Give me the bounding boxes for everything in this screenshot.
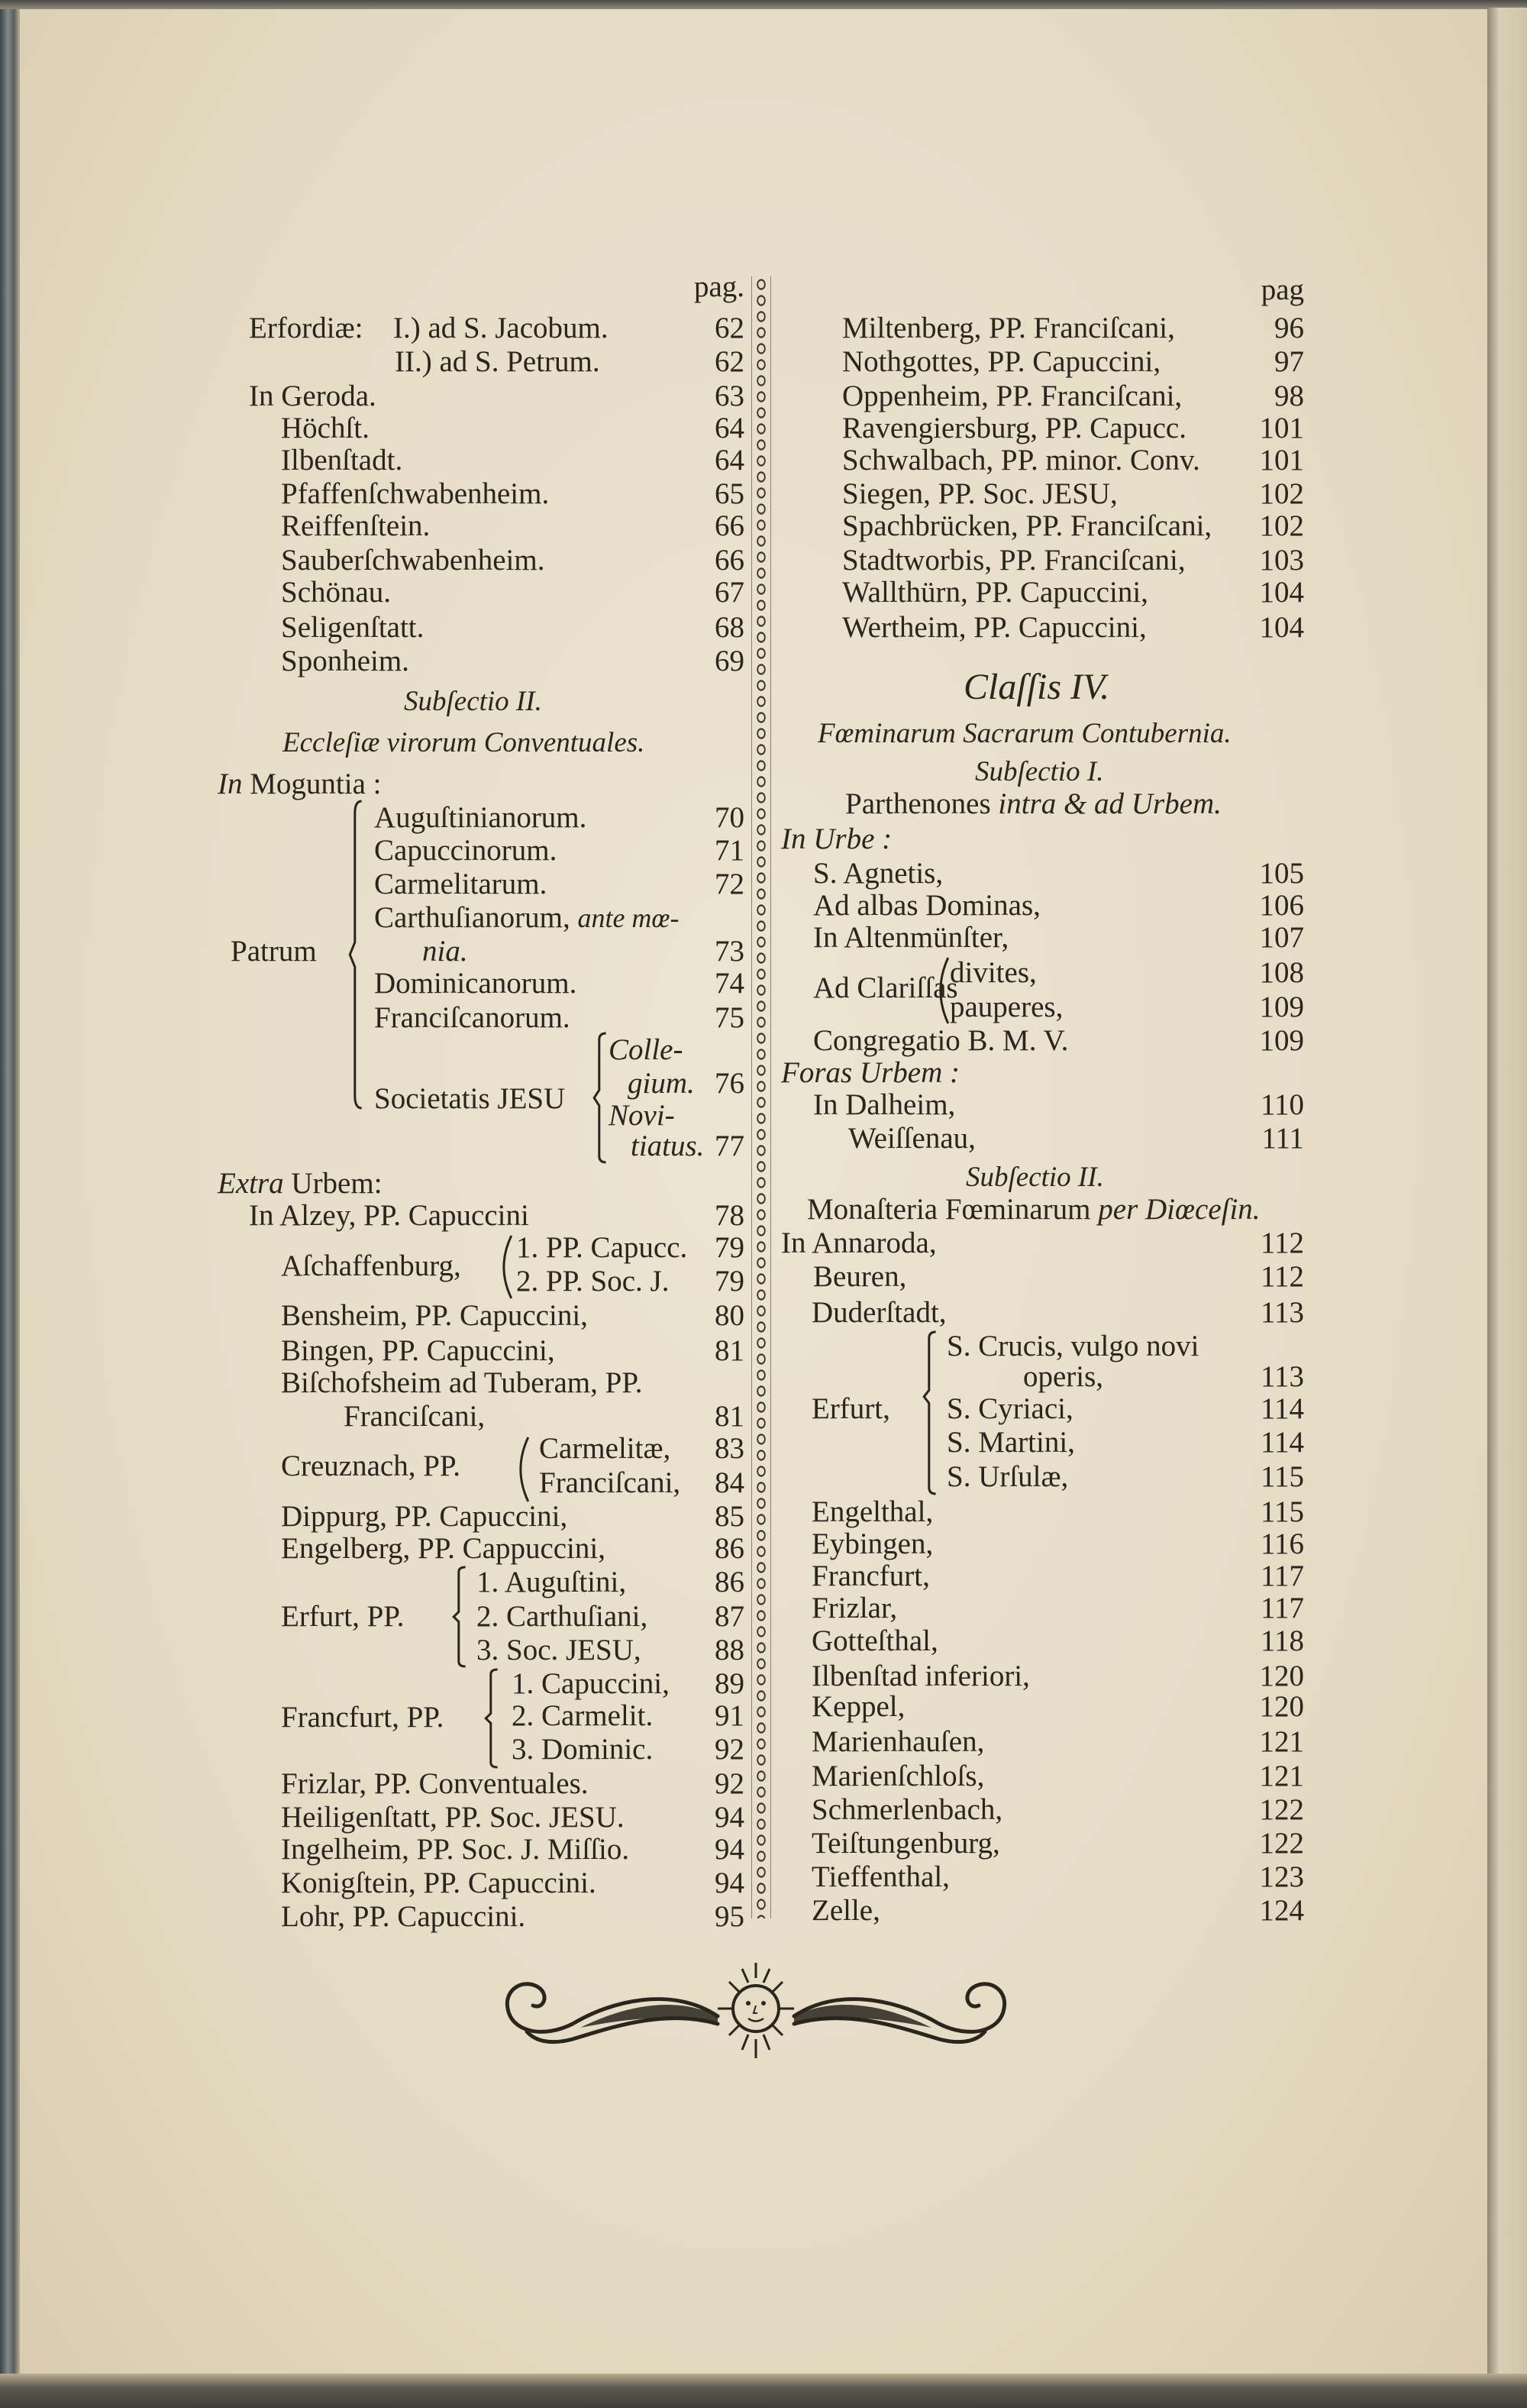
page-number: 105	[1259, 857, 1304, 890]
page-number: 83	[715, 1432, 744, 1465]
entry-text: Konigſtein, PP. Capuccini.	[281, 1867, 596, 1899]
page-bottom-edge	[0, 2374, 1527, 2408]
entry-text: Pfaffenſchwabenheim.	[281, 477, 550, 510]
entry-text: Tieffenthal,	[812, 1860, 950, 1893]
page-number: 101	[1259, 444, 1304, 477]
page-number: 66	[715, 544, 744, 577]
entry-text: In Alzey, PP. Capuccini	[249, 1199, 529, 1232]
entry-text: Reiffenſtein.	[281, 509, 431, 542]
page-number: 121	[1259, 1760, 1304, 1792]
entry-name: Carthuſianorum,	[374, 901, 570, 934]
page-number: 78	[715, 1199, 744, 1232]
entry-text: Biſchofsheim ad Tuberam, PP.	[281, 1366, 643, 1399]
page-number: 95	[715, 1900, 744, 1933]
page-number: 101	[1259, 412, 1304, 444]
entry-text: Franciſcani,	[539, 1466, 681, 1499]
entry-text: 2. Carthuſiani,	[476, 1600, 648, 1633]
entry-text: Franciſcanorum.	[374, 1001, 570, 1034]
entry-text: pauperes,	[950, 991, 1064, 1023]
page-number: 112	[1260, 1227, 1304, 1259]
entry-text: Oppenheim, PP. Franciſcani,	[842, 380, 1183, 412]
page-number: 104	[1259, 576, 1304, 609]
entry-text: Teiſtungenburg,	[812, 1827, 1000, 1860]
page-number: 118	[1260, 1624, 1304, 1657]
entry-text: 2. PP. Soc. J.	[516, 1265, 670, 1298]
entry-label: Erfordiæ:	[249, 312, 363, 344]
group-label: Erfurt,	[812, 1392, 890, 1425]
title-roman: Monaſteria Fœminarum	[807, 1193, 1091, 1226]
page-number: 74	[715, 967, 744, 1000]
entry-text: In Geroda.	[249, 380, 376, 412]
entry-text: Carmelitæ,	[539, 1432, 671, 1465]
entry-text: Heiligenſtatt, PP. Soc. JESU.	[281, 1801, 625, 1834]
page-number: 109	[1259, 1024, 1304, 1057]
page-number: 122	[1259, 1827, 1304, 1860]
group-label: Erfurt, PP.	[281, 1600, 405, 1633]
entry-note-continuation: nia.	[422, 935, 468, 968]
page-number: 67	[715, 576, 744, 609]
page-number: 64	[715, 444, 744, 477]
entry-text: 3. Soc. JESU,	[476, 1634, 641, 1666]
title-roman: Parthenones	[845, 787, 991, 820]
entry-text: Eybingen,	[812, 1527, 934, 1560]
page-number: 79	[715, 1265, 744, 1298]
page-top-edge	[0, 0, 1527, 9]
entry-text: S. Crucis, vulgo novi	[947, 1330, 1199, 1362]
entry-text: S. Agnetis,	[813, 857, 944, 890]
group-label: Patrum	[231, 935, 317, 968]
page-number: 115	[1260, 1460, 1304, 1493]
heading-name: Urbem:	[291, 1167, 383, 1200]
entry-text: Dippurg, PP. Capuccini,	[281, 1500, 568, 1533]
page-number: 113	[1260, 1360, 1304, 1393]
location-heading	[218, 1165, 383, 1202]
page-number: 94	[715, 1801, 744, 1834]
subsection-heading: Subſectio II.	[966, 1162, 1104, 1193]
entry-text: Bensheim, PP. Capuccini,	[281, 1299, 588, 1332]
entry-text: Ilbenſtadt.	[281, 444, 403, 477]
curly-brace	[484, 1669, 501, 1767]
subsection-title	[845, 786, 1222, 823]
entry-text: Auguſtinianorum.	[374, 801, 587, 834]
entry-text: Duderſtadt,	[812, 1296, 947, 1329]
page-number: 108	[1259, 956, 1304, 989]
entry-text: Weiſſenau,	[848, 1122, 976, 1155]
entry-text: Wallthürn, PP. Capuccini,	[842, 576, 1148, 609]
entry-text: 1. Auguſtini,	[476, 1566, 627, 1598]
entry-text: Beuren,	[813, 1260, 907, 1293]
page-number: 103	[1259, 544, 1304, 577]
entry-text: Engelberg, PP. Cappuccini,	[281, 1532, 605, 1565]
page-number: 115	[1260, 1495, 1304, 1528]
page-number: 94	[715, 1867, 744, 1899]
page-number: 123	[1259, 1860, 1304, 1893]
page-number: 68	[715, 611, 744, 644]
entry-text: Bingen, PP. Capuccini,	[281, 1334, 555, 1367]
curly-brace	[348, 801, 365, 1108]
page-number: 66	[715, 509, 744, 542]
class-heading: Claſſis IV.	[964, 667, 1110, 707]
entry-text: In Altenmünſter,	[813, 921, 1009, 954]
class-title: Fœminarum Sacrarum Contubernia.	[818, 718, 1232, 749]
page-number: 85	[715, 1500, 744, 1533]
page-number: 121	[1259, 1725, 1304, 1758]
entry-text: Colle-	[609, 1033, 683, 1066]
entry-text: Keppel,	[812, 1690, 906, 1723]
page-number: 73	[715, 935, 744, 968]
page-column-header: pag.	[693, 270, 744, 303]
page-number: 65	[715, 477, 744, 510]
page-number: 80	[715, 1299, 744, 1332]
entry-text: Siegen, PP. Soc. JESU,	[842, 477, 1118, 510]
title-italic: per Diœceſin.	[1098, 1193, 1261, 1226]
page-number: 117	[1260, 1592, 1304, 1624]
entry-text: Engelthal,	[812, 1495, 934, 1528]
entry-text: Sponheim.	[281, 645, 409, 677]
page-number: 102	[1259, 477, 1304, 510]
entry-note: ante mœ-	[577, 903, 680, 933]
page-number: 120	[1259, 1660, 1304, 1692]
page-number: 70	[715, 801, 744, 834]
page-number: 62	[715, 312, 744, 344]
parenthesis	[933, 958, 950, 1023]
page-number: 94	[715, 1833, 744, 1866]
curly-brace	[592, 1033, 609, 1162]
entry-text: Carmelitarum.	[374, 868, 547, 900]
page-number: 109	[1259, 991, 1304, 1023]
entry-text: I.) ad S. Jacobum.	[393, 312, 609, 344]
page-number: 63	[715, 380, 744, 412]
parenthesis	[513, 1437, 530, 1501]
entry-text: S. Cyriaci,	[947, 1392, 1073, 1425]
page-number: 98	[1274, 380, 1304, 412]
entry-text: S. Urſulæ,	[947, 1460, 1069, 1493]
heading-name: Moguntia :	[250, 768, 382, 800]
page-number: 69	[715, 645, 744, 677]
entry-text: Zelle,	[812, 1894, 880, 1927]
page-number: 113	[1260, 1296, 1304, 1329]
page-number: 86	[715, 1532, 744, 1565]
page-number: 104	[1259, 611, 1304, 644]
entry-text: Gotteſthal,	[812, 1624, 938, 1657]
heading-prefix: In	[218, 768, 243, 800]
group-label: Societatis JESU	[374, 1082, 566, 1115]
page-number: 107	[1259, 921, 1304, 954]
entry-text: divites,	[950, 956, 1037, 989]
entry-text: In Dalheim,	[813, 1088, 956, 1121]
location-heading: Foras Urbem :	[781, 1056, 960, 1089]
page-number: 89	[715, 1667, 744, 1700]
group-label: Aſchaffenburg,	[281, 1249, 461, 1282]
location-heading: In Urbe :	[781, 823, 893, 855]
entry-text-continuation: gium.	[628, 1067, 695, 1100]
page-number: 114	[1260, 1426, 1304, 1459]
page-number: 120	[1259, 1690, 1304, 1723]
page-number: 114	[1260, 1392, 1304, 1425]
entry-text: Novi-	[609, 1099, 675, 1132]
entry-text: Dominicanorum.	[374, 967, 577, 1000]
entry-text: Höchſt.	[281, 412, 370, 444]
page-number: 72	[715, 868, 744, 900]
entry-text: In Annaroda,	[781, 1227, 937, 1259]
entry-text: Spachbrücken, PP. Franciſcani,	[842, 509, 1212, 542]
page-number: 76	[715, 1067, 744, 1100]
parenthesis	[496, 1236, 513, 1298]
location-heading	[218, 766, 382, 803]
title-italic: intra & ad Urbem.	[998, 787, 1222, 820]
group-label: Creuznach, PP.	[281, 1450, 461, 1482]
page-number: 87	[715, 1600, 744, 1633]
entry-text: Sauberſchwabenheim.	[281, 544, 545, 577]
entry-text-continuation: Franciſcani,	[344, 1400, 486, 1433]
book-binding-edge	[0, 0, 20, 2408]
subsection-title: Eccleſiæ virorum Conventuales.	[282, 727, 645, 758]
page-number: 64	[715, 412, 744, 444]
page-number: 92	[715, 1767, 744, 1800]
entry-text: Marienhauſen,	[812, 1725, 985, 1758]
page-number: 106	[1259, 889, 1304, 922]
page-number: 102	[1259, 509, 1304, 542]
page-number: 62	[715, 345, 744, 378]
entry-text: Capuccinorum.	[374, 834, 557, 867]
entry-text: 3. Dominic.	[512, 1733, 654, 1766]
page-number: 116	[1260, 1527, 1304, 1560]
page-number: 92	[715, 1733, 744, 1766]
entry-text: 1. PP. Capucc.	[516, 1231, 688, 1264]
entry-text: Wertheim, PP. Capuccini,	[842, 611, 1147, 644]
page-number: 79	[715, 1231, 744, 1264]
entry-text	[374, 900, 679, 936]
entry-text: Ad albas Dominas,	[813, 889, 1041, 922]
column-divider-chain-ornament	[751, 276, 771, 1918]
entry-text: Frizlar,	[812, 1592, 898, 1624]
page-number: 88	[715, 1634, 744, 1666]
page-number: 75	[715, 1001, 744, 1034]
entry-text: Congregatio B. M. V.	[813, 1024, 1069, 1057]
page-number: 77	[715, 1130, 744, 1162]
entry-text: Schwalbach, PP. minor. Conv.	[842, 444, 1200, 477]
page-number: 81	[715, 1334, 744, 1367]
entry-text: Marienſchloſs,	[812, 1760, 985, 1792]
entry-text: Francfurt,	[812, 1560, 930, 1592]
page-number: 84	[715, 1466, 744, 1499]
page-number: 86	[715, 1566, 744, 1598]
page-number: 97	[1274, 345, 1304, 378]
entry-text: II.) ad S. Petrum.	[395, 345, 600, 378]
entry-text: Ilbenſtad inferiori,	[812, 1660, 1030, 1692]
entry-text: Ravengiersburg, PP. Capucc.	[842, 412, 1186, 444]
sun-scroll-tailpiece-ornament	[489, 1955, 1023, 2070]
entry-text-continuation: operis,	[1023, 1360, 1104, 1393]
curly-brace	[452, 1567, 469, 1666]
entry-text: Stadtworbis, PP. Franciſcani,	[842, 544, 1186, 577]
entry-text: Schmerlenbach,	[812, 1793, 1003, 1826]
subsection-heading: Subſectio II.	[404, 686, 542, 717]
page-number: 81	[715, 1400, 744, 1433]
group-label: Francfurt, PP.	[281, 1701, 444, 1734]
page-number: 96	[1274, 312, 1304, 344]
page-number: 112	[1260, 1260, 1304, 1293]
page-number: 117	[1260, 1560, 1304, 1592]
entry-text: Miltenberg, PP. Franciſcani,	[842, 312, 1175, 344]
entry-text: Seligenſtatt.	[281, 611, 425, 644]
heading-prefix: Extra	[218, 1167, 284, 1200]
adjacent-page-edge	[1487, 8, 1527, 2375]
subsection-heading: Subſectio I.	[975, 756, 1104, 787]
page-number: 71	[715, 834, 744, 867]
entry-text: 1. Capuccini,	[512, 1667, 670, 1700]
page-column-header: pag	[1261, 273, 1304, 306]
subsection-title	[807, 1191, 1261, 1228]
curly-brace	[922, 1332, 939, 1494]
page-number: 122	[1259, 1793, 1304, 1826]
group-label: Ad Clariſſas	[813, 971, 958, 1004]
entry-text: 2. Carmelit.	[512, 1699, 654, 1732]
page-number: 91	[715, 1699, 744, 1732]
page-number: 111	[1261, 1122, 1304, 1155]
entry-text: Nothgottes, PP. Capuccini,	[842, 345, 1161, 378]
entry-text: Frizlar, PP. Conventuales.	[281, 1767, 589, 1800]
entry-text: S. Martini,	[947, 1426, 1075, 1459]
page-number: 124	[1259, 1894, 1304, 1927]
entry-text: Lohr, PP. Capuccini.	[281, 1900, 526, 1933]
entry-text: Schönau.	[281, 576, 392, 609]
page-number: 110	[1260, 1088, 1304, 1121]
entry-text-continuation: tiatus.	[631, 1130, 705, 1162]
entry-text: Ingelheim, PP. Soc. J. Miſſio.	[281, 1833, 630, 1866]
